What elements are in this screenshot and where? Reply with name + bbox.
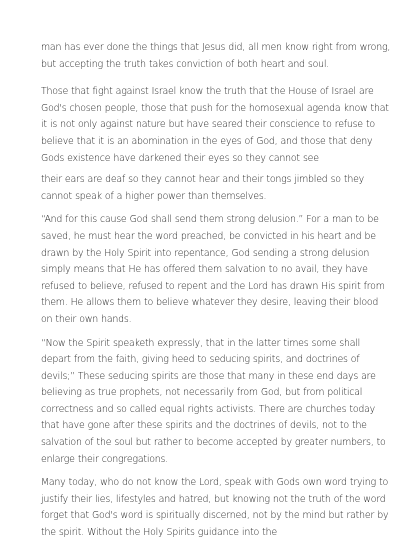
paragraph: Many today, who do not know the Lord, speak with Gods own word trying to justify their lies, lifestyles and hatred, but knowing not the truth of the word forget that God's word is spiritually discerned, not by the mind but rather by the spirit. Without the Holy Spirits guidance into the xyxy=(41,477,389,539)
document-page xyxy=(41,40,391,549)
paragraph: “Now the Spirit speaketh expressly, that in the latter times some shall depart from the faith, giving heed to seducing spirits, and doctrines of devils;” These seducing spirits are those that many in these end days are believing as true prophets, not necessarily from God, but from political correctness and so called equal rights activists. There are churches today that have gone after these spirits and the doctrines of devils, not to the salvation of the soul but rather to become accepted by greater numbers, to enlarge their congregations. xyxy=(41,337,386,465)
paragraph: man has ever done the things that Jesus did, all men know right from wrong, but accepting the truth takes conviction of both heart and soul. xyxy=(41,42,391,70)
paragraph: their ears are deaf so they cannot hear and their tongs jimbled so they cannot speak of a higher power than themselves. xyxy=(41,174,365,202)
paragraph: “And for this cause God shall send them strong delusion.” For a man to be saved, he must hear the word preached, be convicted in his heart and be drawn by the Holy Spirit into repentance, God sending a strong delusion simply means that He has offered them salvation to no avail, they have refused to believe, refused to repent and the Lord has drawn His spirit from them. He allows them to believe whatever they desire, leaving their blood on their own hands. xyxy=(41,214,385,325)
paragraph: Those that fight against Israel know the truth that the House of Israel are God's chosen people, those that push for the homosexual agenda know that it is not only against nature but have seared their conscience to refuse to believe that it is an abomination in the eyes of God, and those that deny Gods existence have darkened their eyes so they cannot see xyxy=(41,86,389,164)
